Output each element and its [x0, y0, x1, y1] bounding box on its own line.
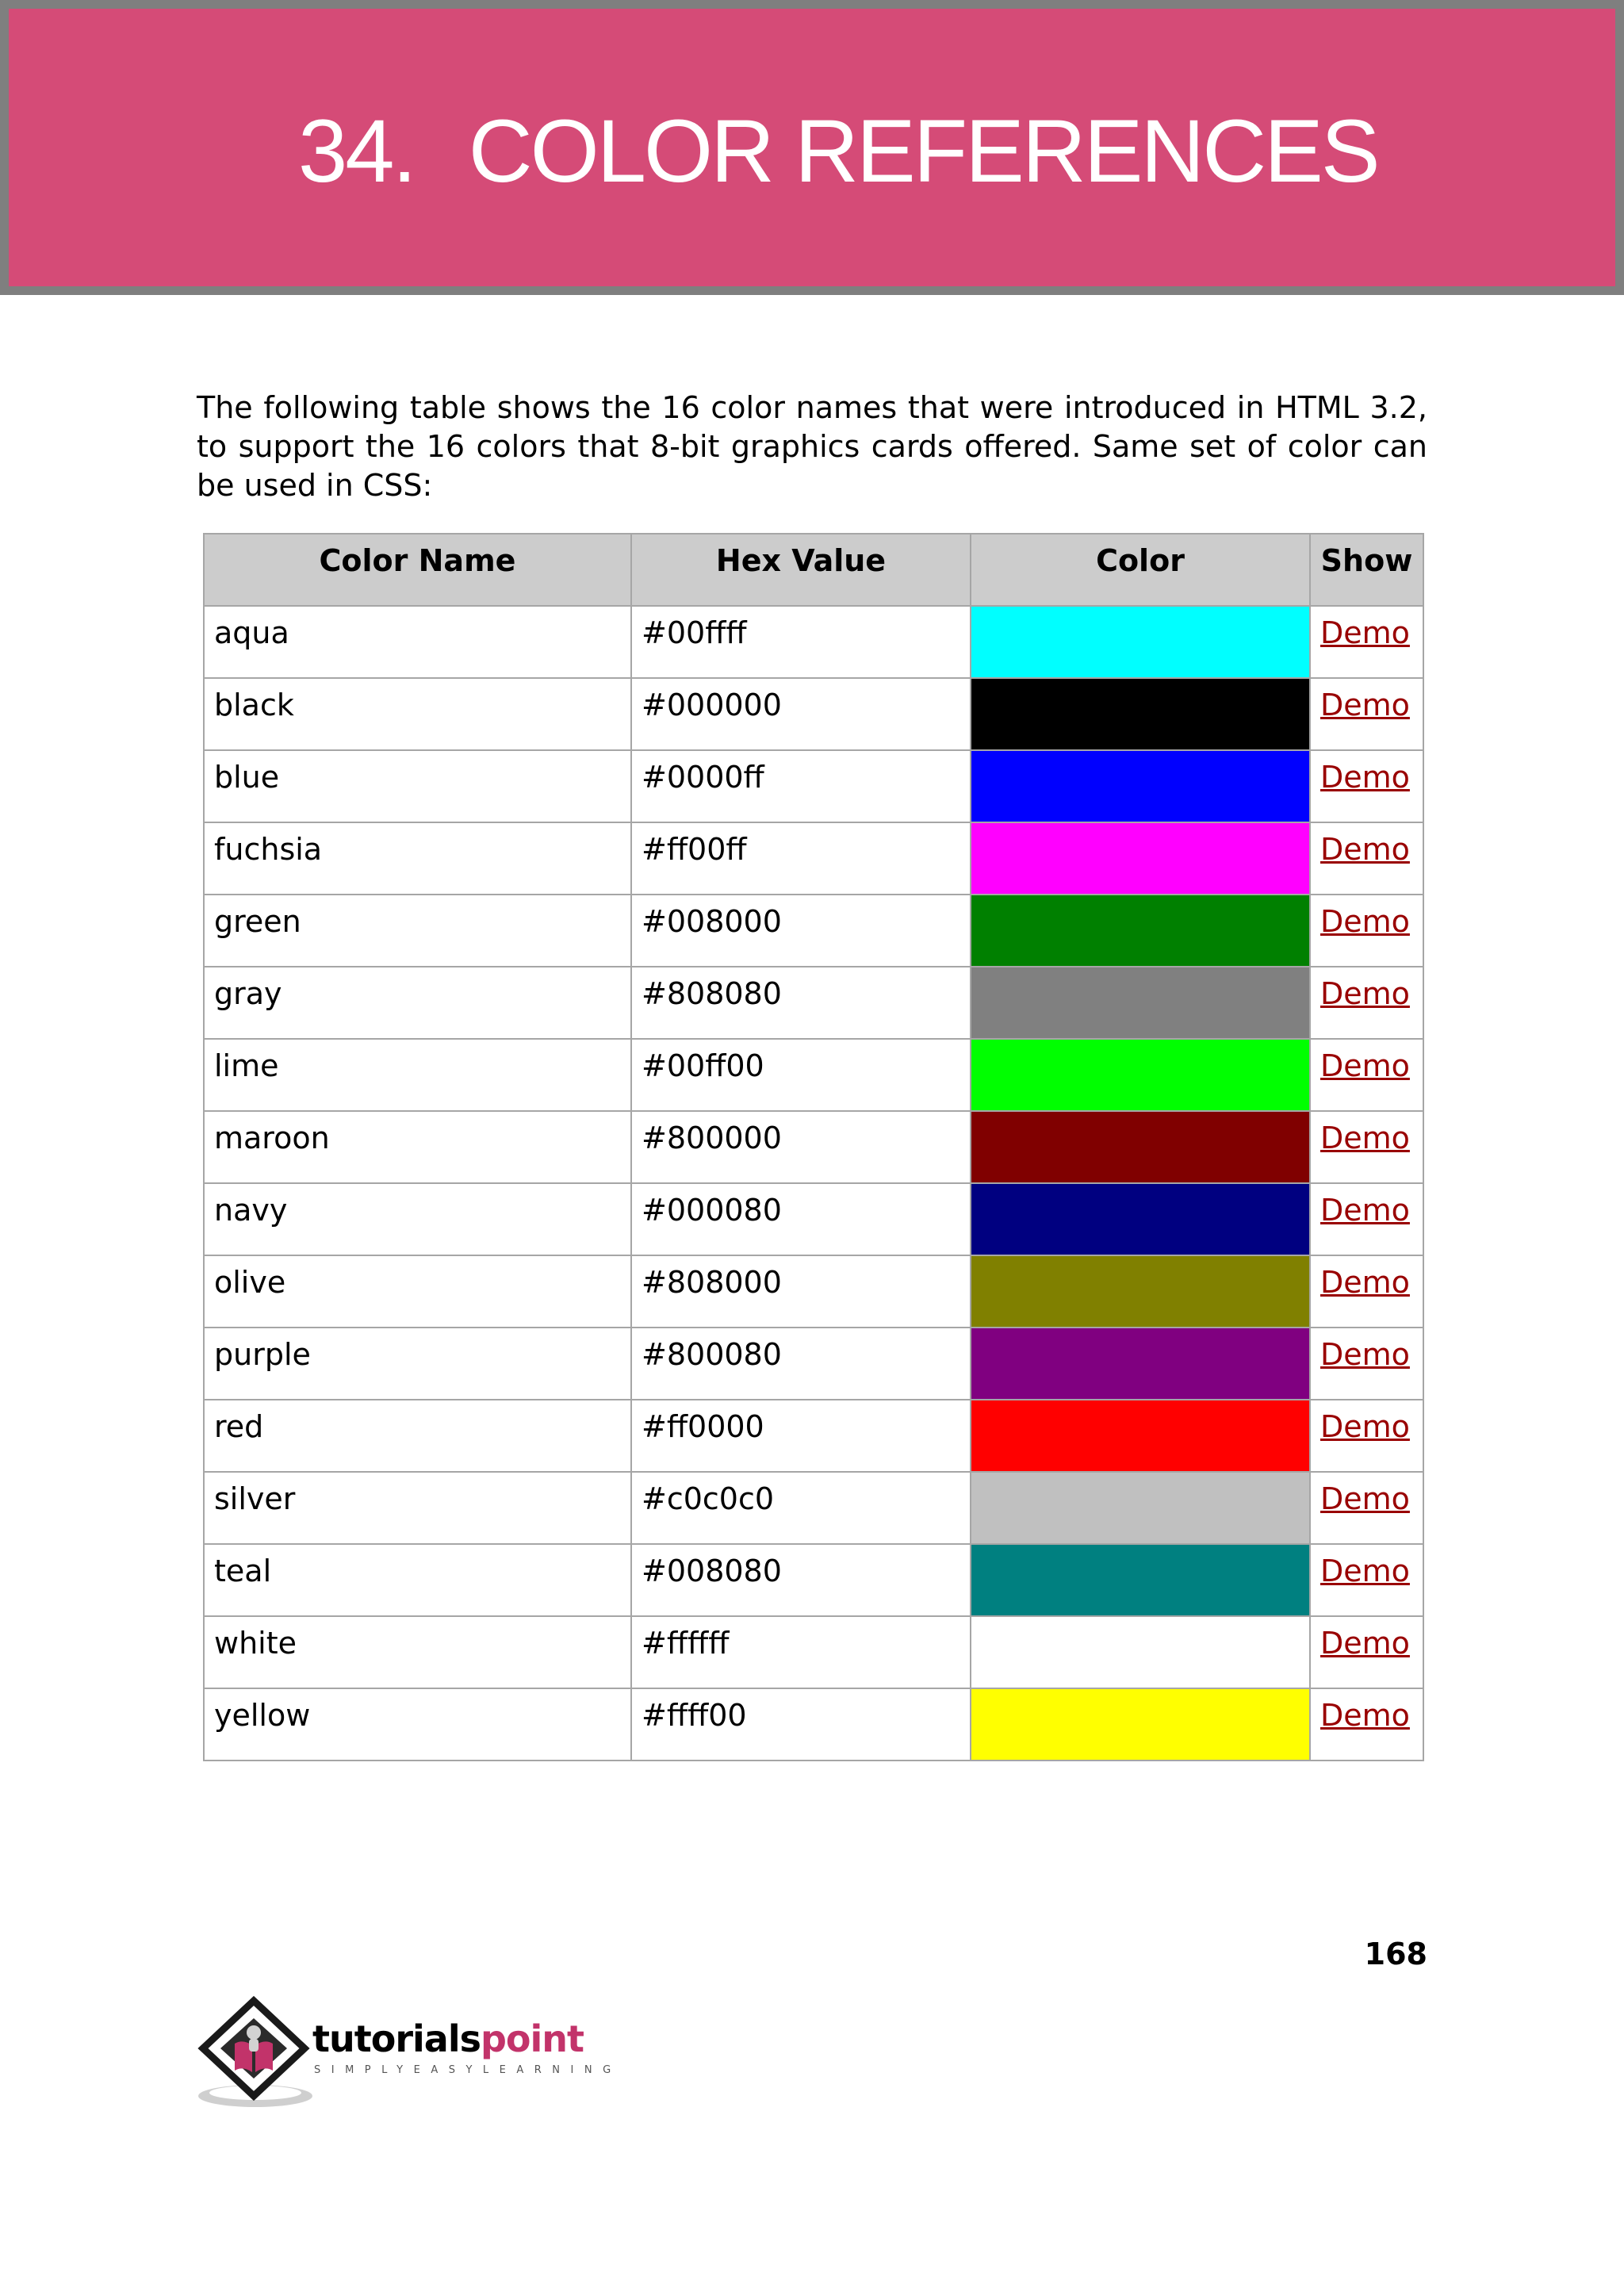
table-row — [204, 750, 1423, 822]
hex-value-cell: #800000 — [631, 1111, 971, 1183]
color-swatch — [971, 1400, 1310, 1472]
table-row — [204, 895, 1423, 967]
show-cell — [1310, 1472, 1423, 1544]
table-row — [204, 1255, 1423, 1328]
show-cell — [1310, 967, 1423, 1039]
table-row — [204, 1544, 1423, 1616]
color-name-cell: silver — [204, 1472, 631, 1544]
demo-link[interactable]: Demo — [1320, 1265, 1410, 1300]
color-swatch — [971, 1183, 1310, 1255]
show-cell — [1310, 1688, 1423, 1761]
table-row — [204, 822, 1423, 895]
color-swatch — [971, 606, 1310, 678]
show-cell — [1310, 1255, 1423, 1328]
show-cell — [1310, 1616, 1423, 1688]
hex-value-cell: #000000 — [631, 678, 971, 750]
hex-value-cell: #800080 — [631, 1328, 971, 1400]
table-header-row — [204, 534, 1423, 606]
hex-value-cell: #808080 — [631, 967, 971, 1039]
chapter-banner — [0, 0, 1624, 295]
demo-link[interactable]: Demo — [1320, 1409, 1410, 1444]
hex-value-cell: #808000 — [631, 1255, 971, 1328]
hex-value-cell: #ffff00 — [631, 1688, 971, 1761]
color-swatch — [971, 678, 1310, 750]
table-row — [204, 606, 1423, 678]
show-cell — [1310, 1544, 1423, 1616]
header-color-name: Color Name — [204, 534, 631, 606]
hex-value-cell: #008000 — [631, 895, 971, 967]
tutorialspoint-logo — [193, 1994, 622, 2113]
color-swatch — [971, 967, 1310, 1039]
color-name-cell: maroon — [204, 1111, 631, 1183]
page-number: 168 — [1364, 1937, 1427, 1971]
table-row — [204, 1183, 1423, 1255]
color-swatch — [971, 750, 1310, 822]
color-name-cell: navy — [204, 1183, 631, 1255]
hex-value-cell: #ffffff — [631, 1616, 971, 1688]
table-row — [204, 678, 1423, 750]
demo-link[interactable]: Demo — [1320, 615, 1410, 650]
show-cell — [1310, 1400, 1423, 1472]
logo-wordmark — [312, 2018, 584, 2059]
hex-value-cell: #00ff00 — [631, 1039, 971, 1111]
color-name-cell: olive — [204, 1255, 631, 1328]
tutorialspoint-logo-icon — [193, 1994, 325, 2113]
color-name-cell: lime — [204, 1039, 631, 1111]
demo-link[interactable]: Demo — [1320, 1626, 1410, 1661]
demo-link[interactable]: Demo — [1320, 1481, 1410, 1516]
demo-link[interactable]: Demo — [1320, 1337, 1410, 1372]
color-swatch — [971, 1544, 1310, 1616]
demo-link[interactable]: Demo — [1320, 1048, 1410, 1083]
demo-link[interactable]: Demo — [1320, 904, 1410, 939]
show-cell — [1310, 1183, 1423, 1255]
color-name-cell: white — [204, 1616, 631, 1688]
hex-value-cell: #00ffff — [631, 606, 971, 678]
chapter-number: 34. — [298, 102, 415, 201]
color-reference-table — [203, 533, 1424, 1761]
intro-paragraph: The following table shows the 16 color names that were introduced in HTML 3.2, to support the 16 colors that 8-bit graphics cards offered. Same set of color can be used in CSS: — [197, 390, 1427, 503]
color-swatch — [971, 1616, 1310, 1688]
demo-link[interactable]: Demo — [1320, 832, 1410, 867]
header-color: Color — [971, 534, 1310, 606]
color-swatch — [971, 1039, 1310, 1111]
color-name-cell: green — [204, 895, 631, 967]
color-name-cell: gray — [204, 967, 631, 1039]
hex-value-cell: #008080 — [631, 1544, 971, 1616]
hex-value-cell: #ff0000 — [631, 1400, 971, 1472]
color-swatch — [971, 1111, 1310, 1183]
chapter-title — [298, 92, 1378, 211]
color-name-cell: red — [204, 1400, 631, 1472]
hex-value-cell: #ff00ff — [631, 822, 971, 895]
demo-link[interactable]: Demo — [1320, 688, 1410, 722]
show-cell — [1310, 895, 1423, 967]
color-swatch — [971, 822, 1310, 895]
table-row — [204, 1400, 1423, 1472]
show-cell — [1310, 1039, 1423, 1111]
header-show: Show — [1310, 534, 1423, 606]
table-row — [204, 1039, 1423, 1111]
hex-value-cell: #000080 — [631, 1183, 971, 1255]
show-cell — [1310, 606, 1423, 678]
demo-link[interactable]: Demo — [1320, 1554, 1410, 1588]
color-name-cell: yellow — [204, 1688, 631, 1761]
hex-value-cell: #c0c0c0 — [631, 1472, 971, 1544]
table-row — [204, 967, 1423, 1039]
color-swatch — [971, 1472, 1310, 1544]
table-row — [204, 1328, 1423, 1400]
color-name-cell: aqua — [204, 606, 631, 678]
header-hex-value: Hex Value — [631, 534, 971, 606]
show-cell — [1310, 750, 1423, 822]
hex-value-cell: #0000ff — [631, 750, 971, 822]
color-swatch — [971, 1255, 1310, 1328]
table-row — [204, 1111, 1423, 1183]
color-name-cell: blue — [204, 750, 631, 822]
show-cell — [1310, 822, 1423, 895]
demo-link[interactable]: Demo — [1320, 1121, 1410, 1155]
show-cell — [1310, 678, 1423, 750]
table-body — [204, 606, 1423, 1761]
demo-link[interactable]: Demo — [1320, 1698, 1410, 1733]
color-name-cell: purple — [204, 1328, 631, 1400]
show-cell — [1310, 1328, 1423, 1400]
table-row — [204, 1616, 1423, 1688]
logo-word-tutorials: tutorials — [312, 2017, 481, 2060]
color-name-cell: teal — [204, 1544, 631, 1616]
demo-link[interactable]: Demo — [1320, 1193, 1410, 1228]
table-row — [204, 1688, 1423, 1761]
demo-link[interactable]: Demo — [1320, 760, 1410, 795]
color-name-cell: black — [204, 678, 631, 750]
demo-link[interactable]: Demo — [1320, 976, 1410, 1011]
color-name-cell: fuchsia — [204, 822, 631, 895]
logo-word-point: point — [480, 2017, 584, 2060]
color-swatch — [971, 895, 1310, 967]
logo-tagline: SIMPLYEASYLEARNING — [314, 2064, 622, 2076]
show-cell — [1310, 1111, 1423, 1183]
color-swatch — [971, 1328, 1310, 1400]
color-swatch — [971, 1688, 1310, 1761]
table-row — [204, 1472, 1423, 1544]
chapter-title-text: COLOR REFERENCES — [468, 102, 1378, 201]
